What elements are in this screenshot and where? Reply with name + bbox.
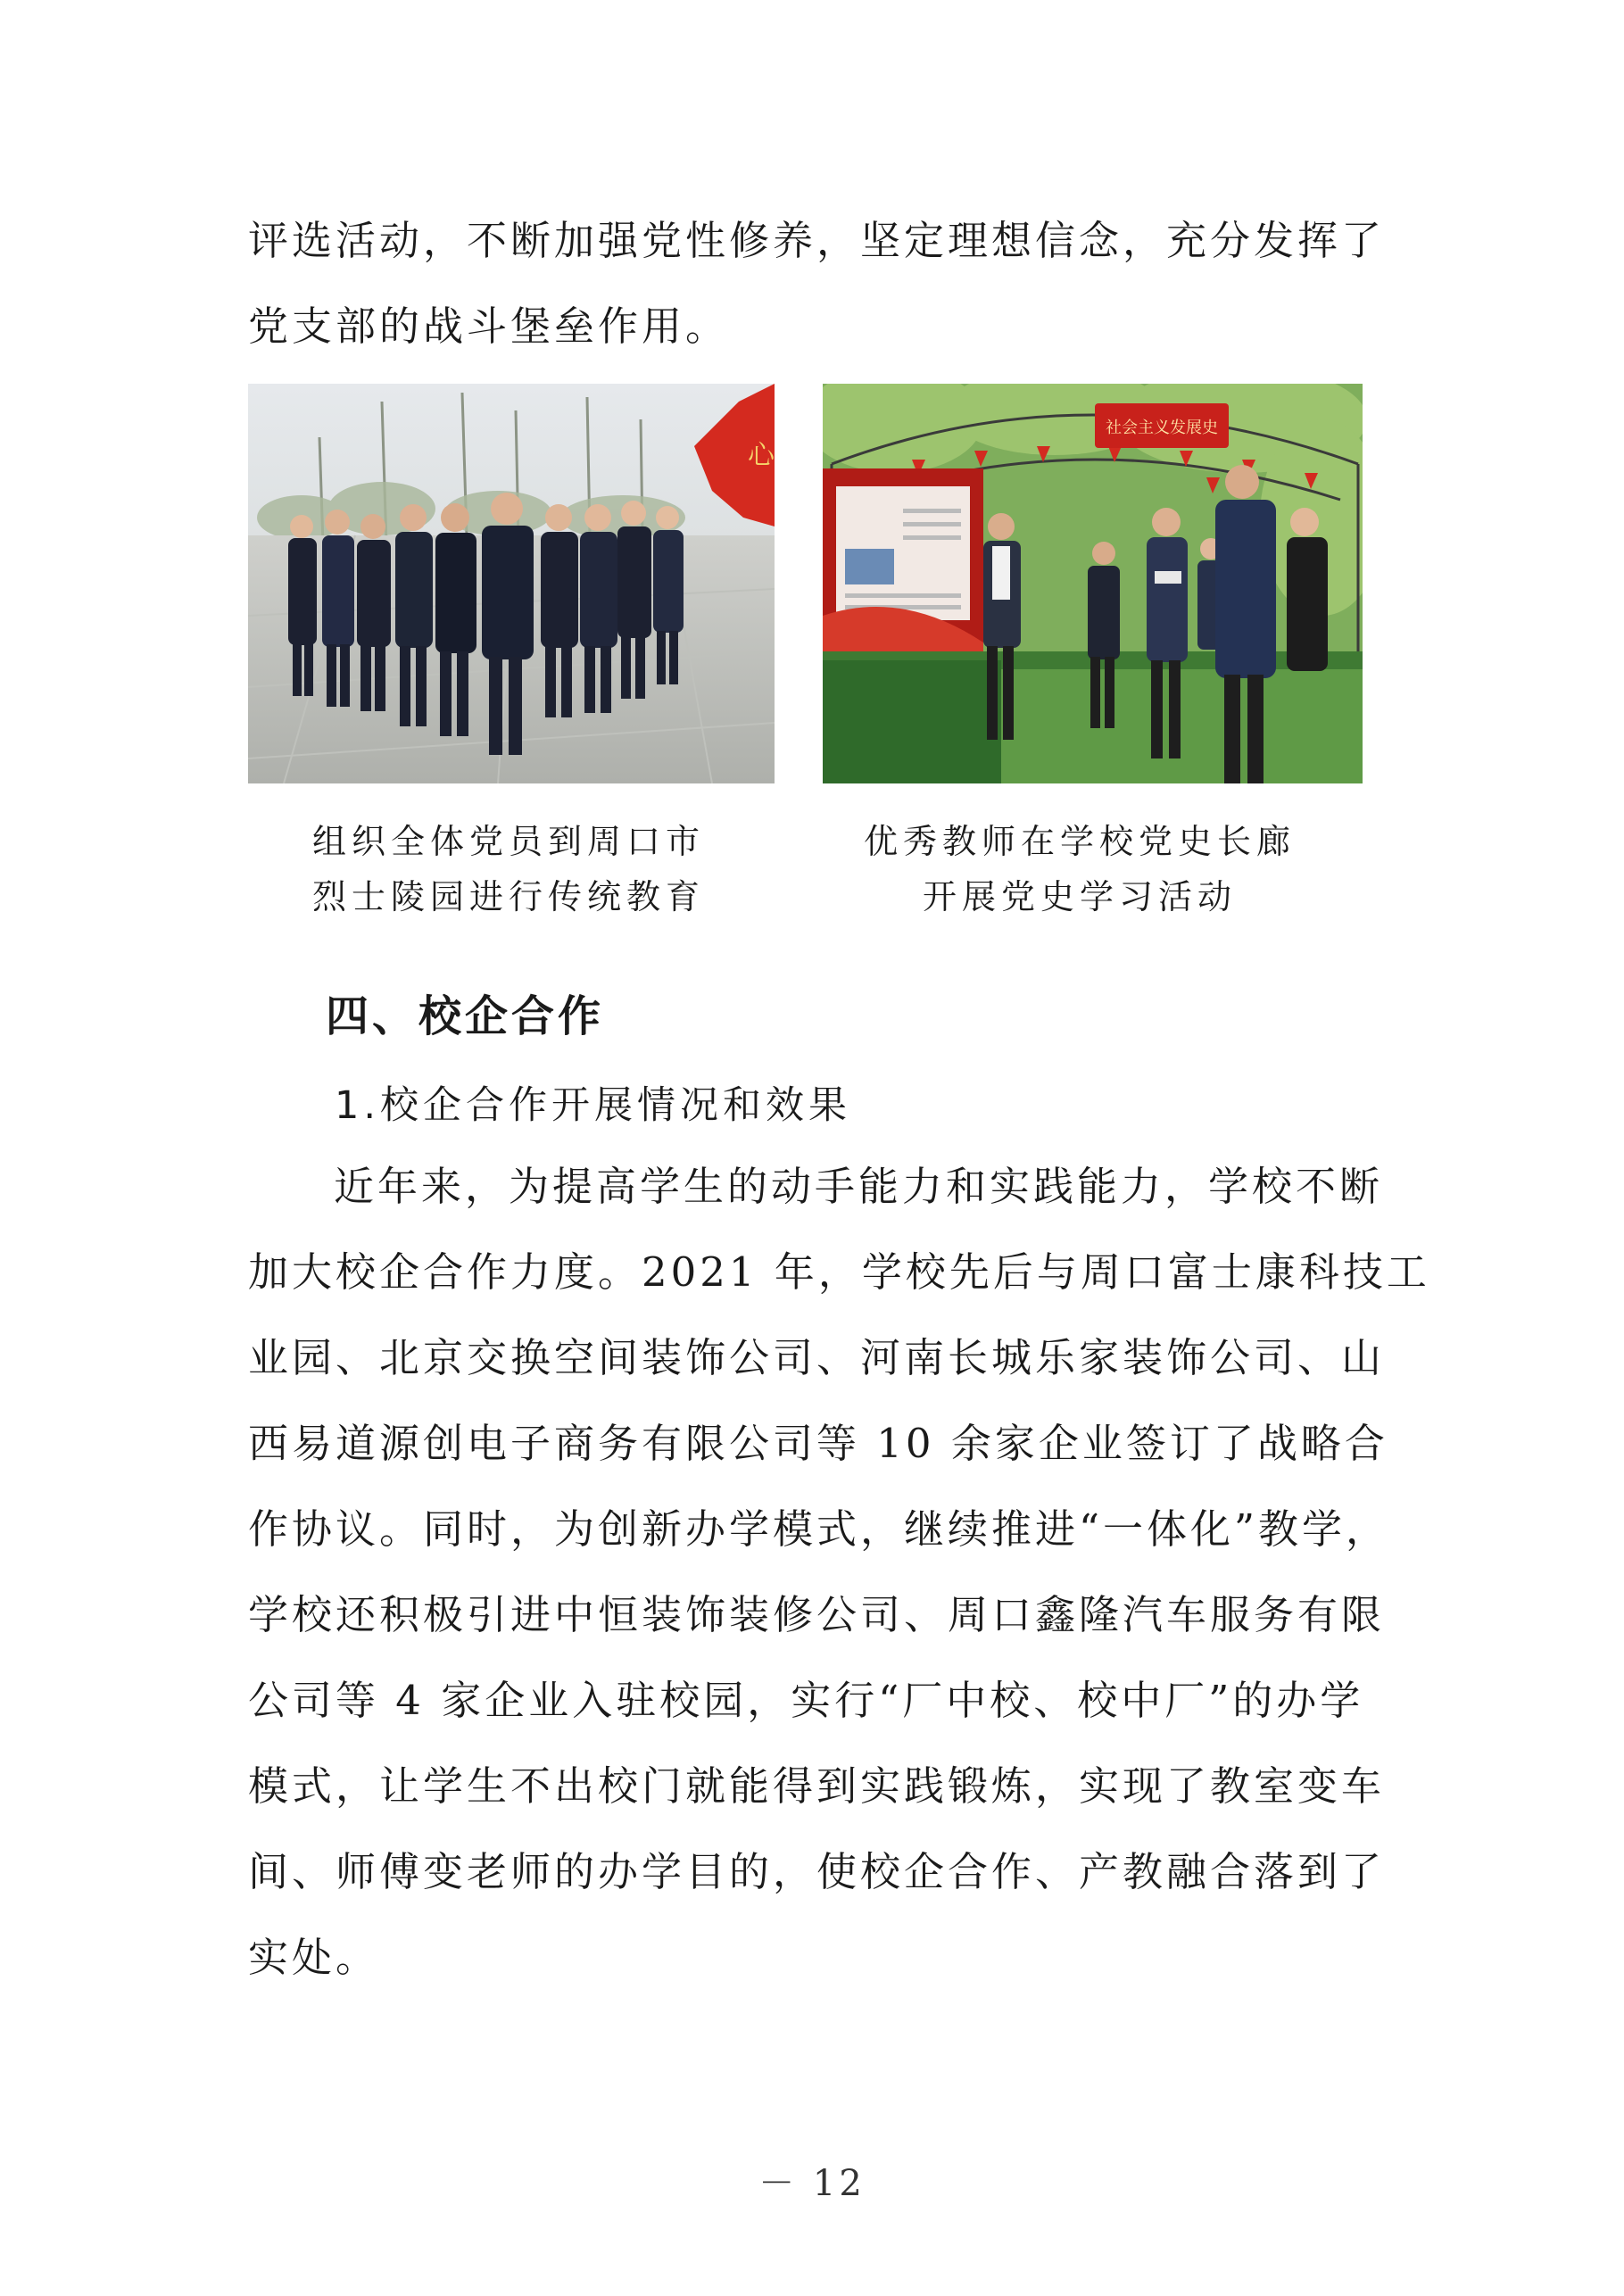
photo-party-history-corridor-image [823,384,1363,783]
flag-glyph: 心 [748,440,775,471]
body-line-6: 学校还积极引进中恒装饰装修公司、周口鑫隆汽车服务有限 [248,1591,1386,1638]
photo-cemetery-visit-image [248,384,775,783]
body-line-5: 作协议。同时，为创新办学模式，继续推进“一体化”教学， [248,1505,1390,1553]
body-line-10: 实处。 [248,1934,380,1981]
body-line-2: 加大校企合作力度。2021 年，学校先后与周口富士康科技工 [248,1248,1430,1296]
photo-caption-left-line-2: 烈士陵园进行传统教育 [311,877,705,916]
body-line-8: 模式，让学生不出校门就能得到实践锻炼，实现了教室变车 [248,1762,1386,1810]
body-line-7: 公司等 4 家企业入驻校园，实行“厂中校、校中厂”的办学 [248,1677,1364,1724]
photo-caption-right [794,814,1365,924]
intro-paragraph [248,198,1390,369]
photo-caption-left-line-1: 组织全体党员到周口市 [311,822,705,861]
body-line-3: 业园、北京交换空间装饰公司、河南长城乐家装饰公司、山 [248,1334,1386,1381]
banner-sign-text: 社会主义发展史 [1106,419,1218,437]
photo-cemetery-visit [248,384,775,783]
body-line-9: 间、师傅变老师的办学目的，使校企合作、产教融合落到了 [248,1848,1386,1895]
photo-caption-right-line-1: 优秀教师在学校党史长廊 [863,822,1296,861]
body-paragraph [248,1144,1430,2001]
section-heading: 四、校企合作 [326,991,605,1041]
intro-line-1: 评选活动，不断加强党性修养，坚定理想信念，充分发挥了 [248,217,1386,264]
photo-caption-right-line-2: 开展党史学习活动 [922,877,1237,916]
body-line-1: 近年来，为提高学生的动手能力和实践能力，学校不断 [334,1163,1384,1210]
photo-caption-left [223,814,794,924]
sub-heading: 1.校企合作开展情况和效果 [335,1083,852,1128]
photo-party-history-corridor [823,384,1363,783]
body-line-4: 西易道源创电子商务有限公司等 10 余家企业签订了战略合 [248,1420,1388,1467]
intro-line-2: 党支部的战斗堡垒作用。 [248,303,730,350]
page-number: － 12 [758,2163,866,2204]
